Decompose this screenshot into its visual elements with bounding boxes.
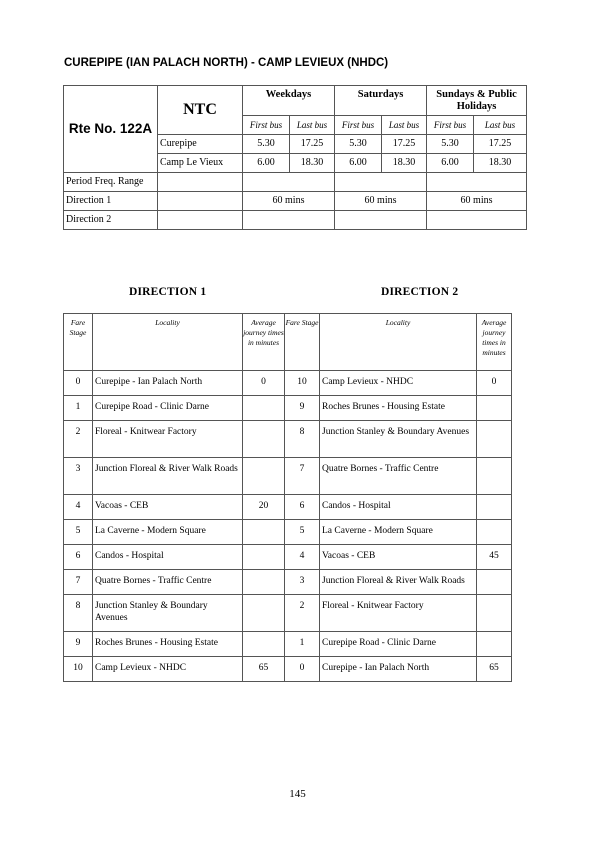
table-row — [64, 371, 512, 396]
table-row — [64, 545, 512, 570]
journey-time-cell: 0 — [477, 371, 512, 396]
locality-cell: Candos - Hospital — [320, 495, 477, 520]
first-bus-header: First bus — [243, 116, 290, 135]
locality-cell: Roches Brunes - Housing Estate — [320, 396, 477, 421]
time-cell: 5.30 — [243, 135, 290, 154]
locality-cell: Quatre Bornes - Traffic Centre — [93, 570, 243, 595]
time-cell: 18.30 — [382, 154, 427, 173]
locality-cell: Vacoas - CEB — [93, 495, 243, 520]
empty-cell — [335, 173, 427, 192]
fare-stage-cell: 4 — [64, 495, 93, 520]
fare-stage-cell: 9 — [64, 632, 93, 657]
time-cell: 6.00 — [335, 154, 382, 173]
fare-stage-header: Fare Stage — [64, 314, 93, 371]
journey-time-cell — [243, 632, 285, 657]
direction1-heading: DIRECTION 1 — [129, 286, 207, 298]
avg-time-header: Average journey times in minutes — [477, 314, 512, 371]
fare-stage-cell: 0 — [285, 657, 320, 682]
locality-cell: Junction Floreal & River Walk Roads — [320, 570, 477, 595]
direction2-heading: DIRECTION 2 — [381, 286, 459, 298]
locality-cell: Camp Levieux - NHDC — [93, 657, 243, 682]
empty-cell — [158, 173, 243, 192]
operator-name: NTC — [158, 86, 243, 135]
time-cell: 5.30 — [335, 135, 382, 154]
time-cell: 18.30 — [474, 154, 527, 173]
table-row — [64, 657, 512, 682]
journey-time-cell: 0 — [243, 371, 285, 396]
direction2-label: Direction 2 — [64, 211, 158, 230]
direction1-row — [64, 192, 527, 211]
locality-cell: Junction Stanley & Boundary Avenues — [320, 421, 477, 458]
stop-name: Camp Le Vieux — [158, 154, 243, 173]
locality-cell: La Caverne - Modern Square — [320, 520, 477, 545]
journey-time-cell — [477, 421, 512, 458]
journey-time-cell — [477, 595, 512, 632]
fare-stage-cell: 5 — [64, 520, 93, 545]
sundays-header: Sundays & Public Holidays — [427, 86, 527, 116]
period-row — [64, 173, 527, 192]
fare-stage-cell: 6 — [285, 495, 320, 520]
journey-time-cell — [243, 520, 285, 545]
locality-cell: Floreal - Knitwear Factory — [320, 595, 477, 632]
fare-stage-cell: 6 — [64, 545, 93, 570]
direction1-label: Direction 1 — [64, 192, 158, 211]
table-row — [64, 520, 512, 545]
fare-stage-cell: 1 — [64, 396, 93, 421]
saturdays-header: Saturdays — [335, 86, 427, 116]
journey-time-cell — [477, 495, 512, 520]
table-row — [64, 458, 512, 495]
fare-stages-table — [63, 313, 512, 682]
frequency-cell: 60 mins — [335, 192, 427, 211]
fare-stage-cell: 2 — [285, 595, 320, 632]
journey-time-cell: 45 — [477, 545, 512, 570]
journey-time-cell — [477, 632, 512, 657]
fare-stage-cell: 7 — [285, 458, 320, 495]
empty-cell — [335, 211, 427, 230]
locality-cell: Junction Floreal & River Walk Roads — [93, 458, 243, 495]
table-row — [64, 495, 512, 520]
period-label: Period Freq. Range — [64, 173, 158, 192]
journey-time-cell — [243, 545, 285, 570]
weekdays-header: Weekdays — [243, 86, 335, 116]
locality-header: Locality — [320, 314, 477, 371]
last-bus-header: Last bus — [382, 116, 427, 135]
first-bus-header: First bus — [335, 116, 382, 135]
fare-stage-cell: 8 — [285, 421, 320, 458]
locality-cell: Camp Levieux - NHDC — [320, 371, 477, 396]
avg-time-header: Average journey times in minutes — [243, 314, 285, 371]
journey-time-cell — [477, 570, 512, 595]
stages-header-row — [64, 314, 512, 371]
table-row — [64, 595, 512, 632]
table-row — [64, 396, 512, 421]
fare-stage-cell: 7 — [64, 570, 93, 595]
schedule-table — [63, 85, 527, 230]
journey-time-cell: 65 — [477, 657, 512, 682]
fare-stage-cell: 5 — [285, 520, 320, 545]
locality-cell: Vacoas - CEB — [320, 545, 477, 570]
fare-stage-cell: 2 — [64, 421, 93, 458]
table-row — [64, 570, 512, 595]
journey-time-cell — [243, 595, 285, 632]
fare-stage-cell: 9 — [285, 396, 320, 421]
locality-cell: Curepipe Road - Clinic Darne — [320, 632, 477, 657]
journey-time-cell — [477, 520, 512, 545]
locality-cell: Curepipe Road - Clinic Darne — [93, 396, 243, 421]
table-row — [64, 632, 512, 657]
empty-cell — [158, 211, 243, 230]
fare-stage-cell: 4 — [285, 545, 320, 570]
empty-cell — [158, 192, 243, 211]
locality-cell: Roches Brunes - Housing Estate — [93, 632, 243, 657]
journey-time-cell: 20 — [243, 495, 285, 520]
empty-cell — [243, 173, 335, 192]
fare-stage-cell: 10 — [285, 371, 320, 396]
locality-cell: Junction Stanley & Boundary Avenues — [93, 595, 243, 632]
locality-cell: Curepipe - Ian Palach North — [93, 371, 243, 396]
fare-stage-cell: 8 — [64, 595, 93, 632]
frequency-cell: 60 mins — [427, 192, 527, 211]
locality-cell: La Caverne - Modern Square — [93, 520, 243, 545]
fare-stage-cell: 10 — [64, 657, 93, 682]
locality-header: Locality — [93, 314, 243, 371]
journey-time-cell — [477, 458, 512, 495]
empty-cell — [427, 173, 527, 192]
last-bus-header: Last bus — [290, 116, 335, 135]
fare-stage-cell: 3 — [285, 570, 320, 595]
journey-time-cell: 65 — [243, 657, 285, 682]
page-number: 145 — [289, 788, 306, 800]
time-cell: 18.30 — [290, 154, 335, 173]
journey-time-cell — [243, 570, 285, 595]
first-bus-header: First bus — [427, 116, 474, 135]
fare-stage-cell: 0 — [64, 371, 93, 396]
time-cell: 6.00 — [427, 154, 474, 173]
locality-cell: Quatre Bornes - Traffic Centre — [320, 458, 477, 495]
time-cell: 17.25 — [474, 135, 527, 154]
journey-time-cell — [243, 421, 285, 458]
route-number: Rte No. 122A — [64, 86, 158, 173]
document-title: CUREPIPE (IAN PALACH NORTH) - CAMP LEVIEUX (NHDC) — [64, 57, 389, 69]
empty-cell — [243, 211, 335, 230]
fare-stage-cell: 3 — [64, 458, 93, 495]
frequency-cell: 60 mins — [243, 192, 335, 211]
empty-cell — [427, 211, 527, 230]
fare-stage-cell: 1 — [285, 632, 320, 657]
time-cell: 17.25 — [290, 135, 335, 154]
stop-name: Curepipe — [158, 135, 243, 154]
journey-time-cell — [477, 396, 512, 421]
table-row — [64, 421, 512, 458]
fare-stage-header: Fare Stage — [285, 314, 320, 371]
time-cell: 17.25 — [382, 135, 427, 154]
direction2-row — [64, 211, 527, 230]
journey-time-cell — [243, 458, 285, 495]
locality-cell: Curepipe - Ian Palach North — [320, 657, 477, 682]
time-cell: 5.30 — [427, 135, 474, 154]
time-cell: 6.00 — [243, 154, 290, 173]
locality-cell: Floreal - Knitwear Factory — [93, 421, 243, 458]
last-bus-header: Last bus — [474, 116, 527, 135]
journey-time-cell — [243, 396, 285, 421]
locality-cell: Candos - Hospital — [93, 545, 243, 570]
